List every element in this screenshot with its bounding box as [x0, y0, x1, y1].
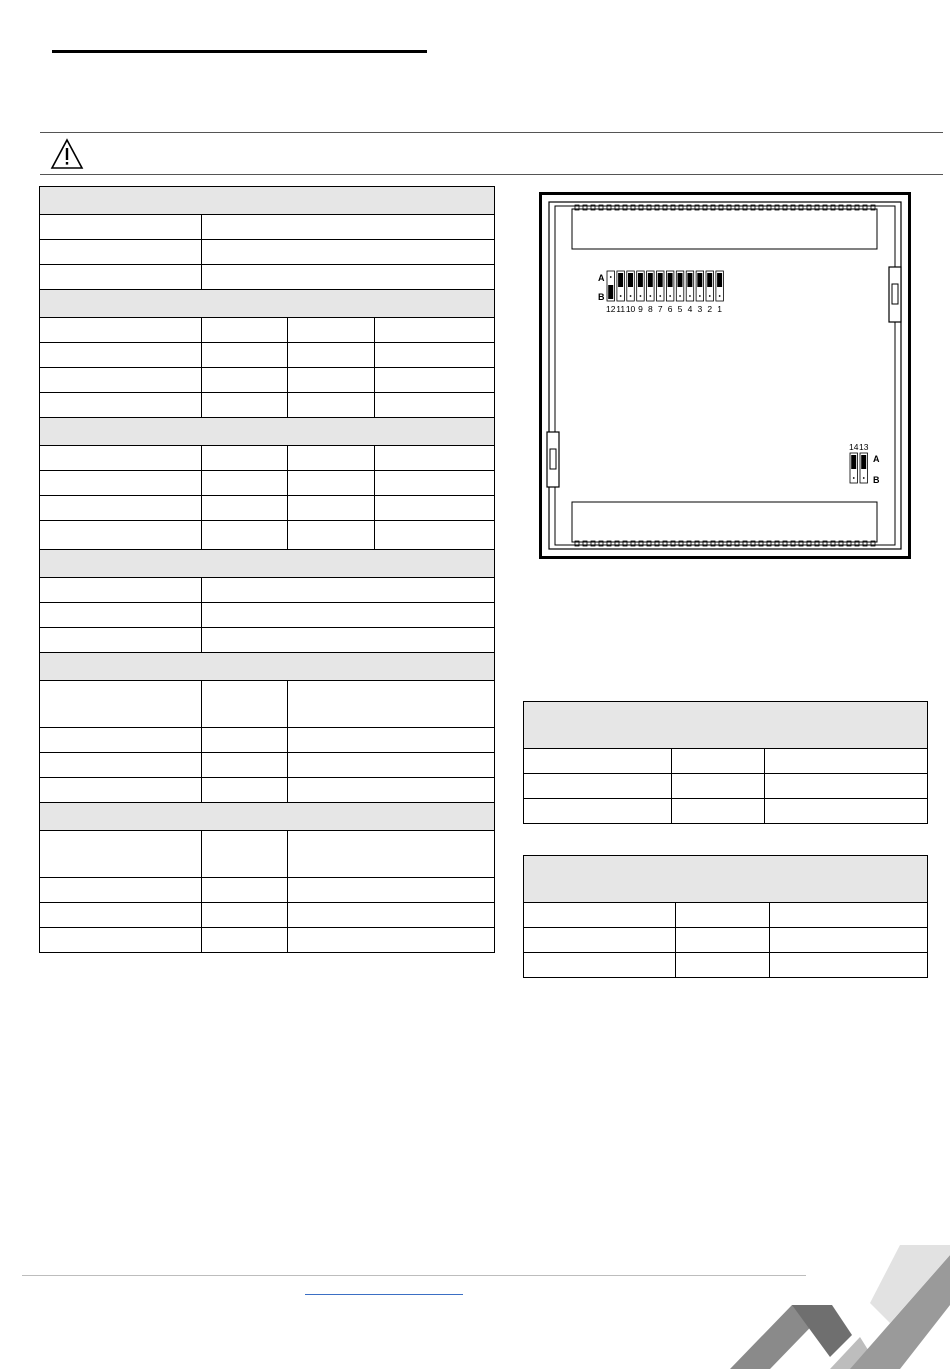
- right-table-1: [523, 701, 928, 824]
- table-row: [524, 953, 928, 978]
- switch-dot: [719, 295, 721, 297]
- switch-lever: [851, 455, 856, 469]
- switch-number-label: 2: [707, 304, 713, 314]
- table-row: [524, 928, 928, 953]
- switch-dot: [709, 295, 711, 297]
- table-row: [524, 774, 928, 799]
- switch-number-label: 6: [667, 304, 673, 314]
- switch-number-label: 5: [677, 304, 683, 314]
- table-row: [40, 878, 495, 903]
- table-row: [40, 728, 495, 753]
- switch-dot: [649, 295, 651, 297]
- table-row: [40, 778, 495, 803]
- switch-number-label: 3: [697, 304, 703, 314]
- warning-band-bottom-rule: [40, 174, 943, 175]
- switch-dot: [640, 295, 642, 297]
- switch-dot: [659, 295, 661, 297]
- table-row: [40, 681, 495, 728]
- switch-lever: [648, 273, 653, 287]
- switch-number-label: 14: [849, 442, 859, 452]
- table-row: [524, 903, 928, 928]
- switch-row-label-b: B: [598, 292, 605, 302]
- table-row: [40, 446, 495, 471]
- table-row: [40, 318, 495, 343]
- title-underline: [52, 50, 427, 53]
- switch-dot: [863, 477, 865, 479]
- switch-row-label-a: A: [598, 273, 605, 283]
- switch-lever: [658, 273, 663, 287]
- table-row: [40, 928, 495, 953]
- switch-number-label: 10: [625, 304, 636, 314]
- switch-dot: [679, 295, 681, 297]
- switch-lever: [608, 285, 613, 299]
- footer-link[interactable]: [305, 1294, 463, 1295]
- table-row: [524, 749, 928, 774]
- switch-lever: [717, 273, 722, 287]
- section-header: [40, 290, 495, 318]
- section-header: [524, 856, 928, 903]
- table-row: [40, 578, 495, 603]
- switch-dot: [620, 295, 622, 297]
- secondary-row-label-b: B: [873, 475, 880, 485]
- table-row: [40, 393, 495, 418]
- switch-lever: [687, 273, 692, 287]
- section-header: [40, 418, 495, 446]
- secondary-switch-number-labels: [849, 442, 869, 452]
- switch-lever: [861, 455, 866, 469]
- table-row: [40, 831, 495, 878]
- table-row: [40, 471, 495, 496]
- table-row: [40, 628, 495, 653]
- warning-band-top-rule: [40, 132, 943, 133]
- table-row: [40, 215, 495, 240]
- company-logo-icon: [720, 1245, 950, 1369]
- section-header: [40, 550, 495, 578]
- switch-dot: [630, 295, 632, 297]
- switch-dot: [699, 295, 701, 297]
- section-header: [40, 653, 495, 681]
- switch-number-label: 11: [616, 304, 626, 314]
- switch-lever: [707, 273, 712, 287]
- table-row: [40, 368, 495, 393]
- table-row: [40, 343, 495, 368]
- table-row: [40, 240, 495, 265]
- table-row: [40, 903, 495, 928]
- right-table-2: [523, 855, 928, 978]
- table-row: [40, 496, 495, 521]
- section-header: [40, 803, 495, 831]
- secondary-row-label-a: A: [873, 454, 880, 464]
- switch-lever: [618, 273, 623, 287]
- dip-switch-board-diagram: [539, 192, 911, 559]
- switch-dot: [610, 276, 612, 278]
- switch-lever: [697, 273, 702, 287]
- section-header: [40, 187, 495, 215]
- table-row: [40, 753, 495, 778]
- switch-number-label: 7: [657, 304, 663, 314]
- switch-number-label: 12: [606, 304, 616, 314]
- table-row: [40, 521, 495, 550]
- switch-dot: [689, 295, 691, 297]
- table-row: [524, 799, 928, 824]
- switch-number-label: 4: [687, 304, 693, 314]
- section-header: [524, 702, 928, 749]
- switch-lever: [668, 273, 673, 287]
- switch-dot: [669, 295, 671, 297]
- switch-number-label: 1: [717, 304, 723, 314]
- switch-number-label: 13: [859, 442, 869, 452]
- warning-triangle-icon: [50, 138, 84, 170]
- switch-lever: [678, 273, 683, 287]
- table-row: [40, 265, 495, 290]
- switch-number-label: 8: [647, 304, 653, 314]
- specifications-table: [39, 186, 495, 953]
- footer-rule: [22, 1275, 806, 1276]
- switch-lever: [638, 273, 643, 287]
- switch-lever: [628, 273, 633, 287]
- switch-dot: [853, 477, 855, 479]
- switch-number-label: 9: [638, 304, 643, 314]
- table-row: [40, 603, 495, 628]
